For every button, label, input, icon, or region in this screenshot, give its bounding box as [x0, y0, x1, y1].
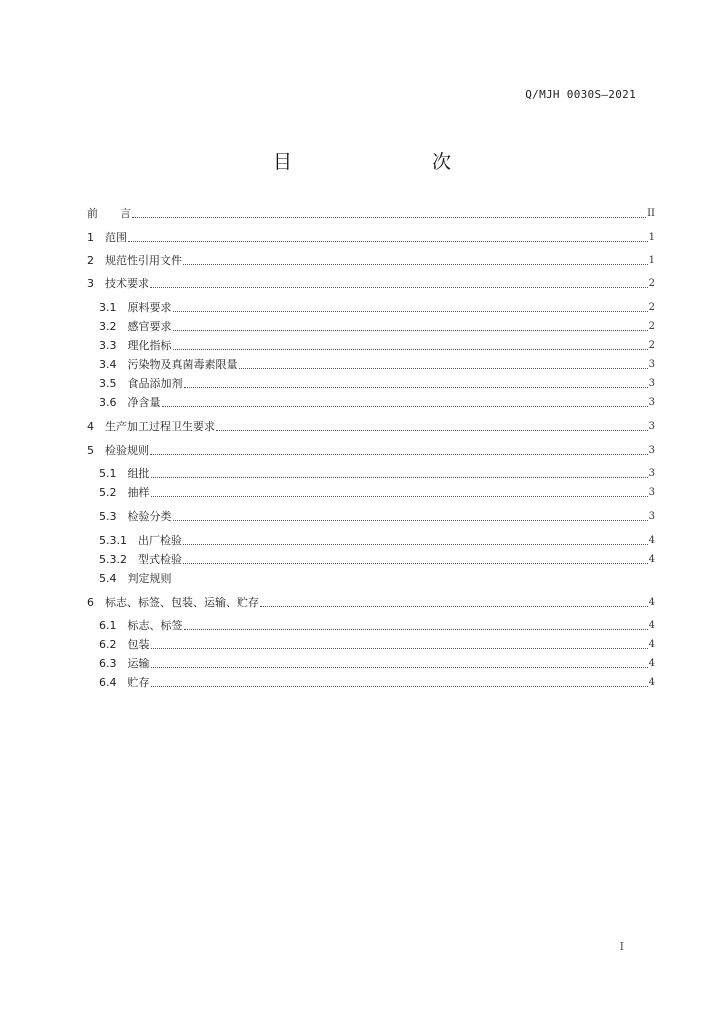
toc-leader-dots: [173, 310, 648, 312]
toc-entry[interactable]: [99, 318, 655, 334]
toc-entry-title: 判定规则: [127, 572, 172, 585]
toc-entry-title: 规范性引用文件: [105, 254, 182, 267]
toc-entry-title: 原料要求: [127, 301, 172, 314]
toc-entry-page: 1: [648, 232, 655, 243]
toc-leader-dots: [184, 628, 648, 630]
toc-entry-number: 3.1: [99, 301, 128, 314]
toc-entry-title: 贮存: [127, 676, 150, 689]
toc-entry-title: 感官要求: [127, 320, 172, 333]
toc-entry-title: 理化指标: [127, 339, 172, 352]
toc-entry-title: 组批: [127, 467, 150, 480]
toc-entry[interactable]: [99, 337, 655, 353]
toc-leader-dots: [150, 453, 648, 455]
toc-entry[interactable]: [99, 356, 655, 372]
toc-entry-number: 3.2: [99, 320, 128, 333]
toc-entry-page: 3: [648, 397, 655, 408]
toc-entry[interactable]: [99, 532, 655, 548]
toc-leader-dots: [183, 543, 648, 545]
toc-leader-dots: [128, 240, 648, 242]
toc-entry[interactable]: [87, 229, 655, 245]
toc-entry-number: 5.2: [99, 486, 128, 499]
toc-entry[interactable]: [99, 394, 655, 410]
toc-entry-page: 3: [648, 487, 655, 498]
toc-entry[interactable]: [99, 617, 655, 633]
toc-entry-number: 5.3.2: [99, 553, 138, 566]
toc-entry[interactable]: [99, 375, 655, 391]
toc-entry[interactable]: [87, 252, 655, 268]
toc-entry-page: 2: [648, 302, 655, 313]
toc-entry-number: 3.4: [99, 358, 128, 371]
toc-entry-page: 4: [648, 597, 655, 608]
toc-entry-title: 型式检验: [138, 553, 182, 566]
toc-entry[interactable]: [87, 205, 655, 221]
toc-entry-number: 3.3: [99, 339, 128, 352]
toc-entry-title: 包装: [127, 638, 150, 651]
toc-leader-dots: [216, 429, 648, 431]
toc-leader-dots: [173, 329, 648, 331]
toc-entry[interactable]: [99, 655, 655, 671]
toc-leader-dots: [151, 647, 648, 649]
toc-entry[interactable]: [99, 551, 655, 567]
toc-entry-title: 标志、标签: [127, 619, 183, 632]
toc-leader-dots: [151, 495, 648, 497]
toc-entry-number: 1: [87, 231, 105, 244]
toc-entry-title: 检验规则: [105, 444, 149, 457]
toc-entry[interactable]: [99, 636, 655, 652]
toc-entry-page: 4: [648, 535, 655, 546]
toc-entry-title: 食品添加剂: [127, 377, 183, 390]
toc-entry[interactable]: [99, 570, 655, 586]
toc-entry[interactable]: [87, 275, 655, 291]
toc-entry-title: 净含量: [127, 396, 161, 409]
toc-entry-page: 4: [648, 677, 655, 688]
toc-entry-page: 2: [648, 340, 655, 351]
toc-entry-title: 标志、标签、包装、运输、贮存: [105, 596, 259, 609]
toc-entry[interactable]: [99, 299, 655, 315]
toc-entry-number: 6.2: [99, 638, 128, 651]
toc-entry-page: 1: [648, 255, 655, 266]
toc-entry-title: 运输: [127, 657, 150, 670]
toc-entry-number: 5.1: [99, 467, 128, 480]
toc-entry-page: 3: [648, 511, 655, 522]
toc-entry-number: 6.1: [99, 619, 128, 632]
toc-entry-title: 技术要求: [105, 277, 149, 290]
toc-entry-number: 前 言: [87, 207, 131, 220]
toc-leader-dots: [132, 216, 646, 218]
toc-entry-number: 3.5: [99, 377, 128, 390]
toc-entry-number: 4: [87, 420, 105, 433]
toc-entry[interactable]: [99, 484, 655, 500]
toc-entry[interactable]: [99, 508, 655, 524]
toc-leader-dots: [260, 605, 648, 607]
toc-entry-number: 2: [87, 254, 105, 267]
toc-entry-number: 3: [87, 277, 105, 290]
toc-entry-title: 生产加工过程卫生要求: [105, 420, 215, 433]
toc-entry-number: 5: [87, 444, 105, 457]
toc-leader-dots: [162, 405, 648, 407]
toc-entry-number: 5.4: [99, 572, 128, 585]
toc-leader-dots: [151, 666, 648, 668]
toc-entry-page: 3: [648, 378, 655, 389]
toc-leader-dots: [173, 519, 648, 521]
toc-entry-title: 范围: [105, 231, 127, 244]
toc-entry-page: 3: [648, 468, 655, 479]
toc-entry-title: 抽样: [127, 486, 150, 499]
toc-entry-page: II: [647, 208, 655, 219]
toc-leader-dots: [150, 286, 648, 288]
toc-entry-number: 5.3: [99, 510, 128, 523]
toc-entry-number: 3.6: [99, 396, 128, 409]
toc-entry-page: 2: [648, 321, 655, 332]
toc-entry-page: 3: [648, 421, 655, 432]
toc-entry[interactable]: [87, 594, 655, 610]
toc-entry-page: 2: [648, 278, 655, 289]
toc-entry-page: 4: [648, 554, 655, 565]
toc-leader-dots: [151, 685, 648, 687]
toc-entry-number: 6: [87, 596, 105, 609]
page-number: I: [619, 940, 624, 953]
toc-entry[interactable]: [99, 674, 655, 690]
toc-entry-page: 4: [648, 620, 655, 631]
toc-entry[interactable]: [87, 442, 655, 458]
toc-entry-number: 6.3: [99, 657, 128, 670]
toc-title: 目 次: [272, 151, 485, 173]
toc-entry-title: 污染物及真菌毒素限量: [127, 358, 238, 371]
toc-entry-number: 6.4: [99, 676, 128, 689]
toc-entry-title: 出厂检验: [138, 534, 182, 547]
toc-leader-dots: [151, 476, 648, 478]
toc-entry-page: 4: [648, 658, 655, 669]
toc-leader-dots: [239, 367, 648, 369]
toc-entry-title: 检验分类: [127, 510, 172, 523]
toc-leader-dots: [173, 348, 648, 350]
toc-entry[interactable]: [99, 465, 655, 481]
toc-entry-page: 4: [648, 639, 655, 650]
toc-leader-dots: [183, 562, 648, 564]
document-code: Q/MJH 0030S—2021: [525, 88, 636, 101]
toc-entry-number: 5.3.1: [99, 534, 138, 547]
toc-entry[interactable]: [87, 418, 655, 434]
toc-entry-page: 3: [648, 359, 655, 370]
toc-entry-page: 3: [648, 445, 655, 456]
toc-leader-dots: [183, 263, 648, 265]
toc-leader-dots: [184, 386, 648, 388]
